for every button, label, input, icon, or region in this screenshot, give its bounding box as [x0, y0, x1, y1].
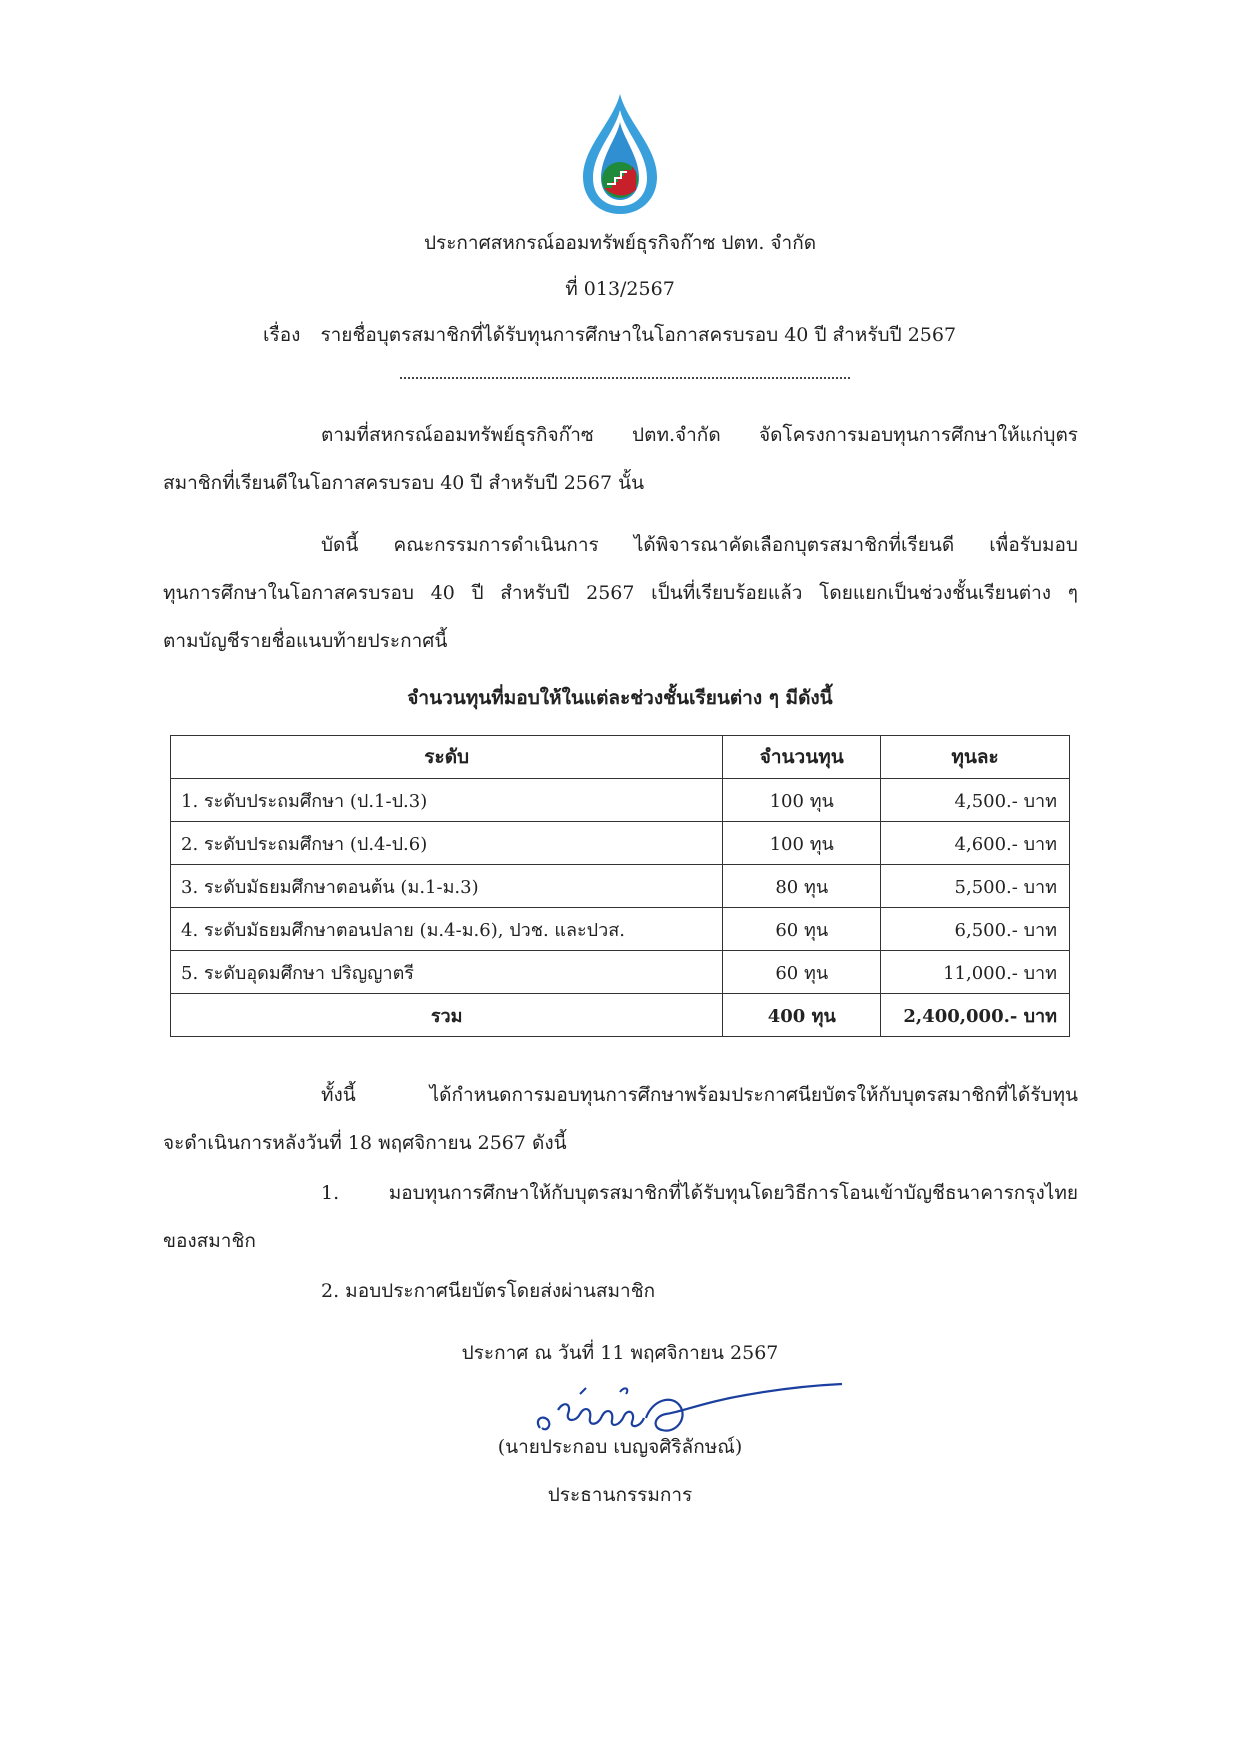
- subject-label: เรื่อง: [263, 324, 301, 346]
- row-count: 80 ทุน: [723, 865, 881, 908]
- row-amount: 4,500.- บาท: [881, 779, 1070, 822]
- table-row: [171, 779, 1070, 822]
- table-row: [171, 822, 1070, 865]
- row-count: 60 ทุน: [723, 951, 881, 994]
- subject-text: รายชื่อบุตรสมาชิกที่ได้รับทุนการศึกษาในโอกาสครบรอบ 40 ปี สำหรับปี 2567: [320, 324, 957, 346]
- row-level: 2. ระดับประถมศึกษา (ป.4-ป.6): [171, 822, 723, 865]
- row-count: 100 ทุน: [723, 779, 881, 822]
- row-count: 100 ทุน: [723, 822, 881, 865]
- row-count: 60 ทุน: [723, 908, 881, 951]
- row-level: 3. ระดับมัธยมศึกษาตอนต้น (ม.1-ม.3): [171, 865, 723, 908]
- row-level: 4. ระดับมัธยมศึกษาตอนปลาย (ม.4-ม.6), ปวช. และปวส.: [171, 908, 723, 951]
- announcement-date: ประกาศ ณ วันที่ 11 พฤศจิกายน 2567: [461, 1342, 779, 1364]
- row-amount: 11,000.- บาท: [881, 951, 1070, 994]
- row-level: 5. ระดับอุดมศึกษา ปริญญาตรี: [171, 951, 723, 994]
- paragraph-2-line-2: ทุนการศึกษาในโอกาสครบรอบ 40 ปี สำหรับปี 2567 เป็นที่เรียบร้อยแล้ว โดยแยกเป็นช่วงชั้นเรียนต่าง ๆ: [163, 582, 1078, 604]
- signer-name: (นายประกอบ เบญจศิริลักษณ์): [497, 1436, 743, 1458]
- table-total-row: [171, 994, 1070, 1037]
- paragraph-1-line-2: สมาชิกที่เรียนดีในโอกาสครบรอบ 40 ปี สำหรับปี 2567 นั้น: [163, 472, 645, 494]
- total-count: 400 ทุน: [723, 994, 881, 1037]
- paragraph-2-line-3: ตามบัญชีรายชื่อแนบท้ายประกาศนี้: [163, 630, 448, 652]
- item-2: 2. มอบประกาศนียบัตรโดยส่งผ่านสมาชิก: [321, 1280, 656, 1302]
- row-amount: 4,600.- บาท: [881, 822, 1070, 865]
- scholarship-table: [170, 735, 1070, 1037]
- header-amount: ทุนละ: [881, 736, 1070, 779]
- paragraph-2-line-1: บัดนี้ คณะกรรมการดำเนินการ ได้พิจารณาคัดเลือกบุตรสมาชิกที่เรียนดี เพื่อรับมอบ: [321, 534, 1078, 556]
- table-header-row: [171, 736, 1070, 779]
- table-heading: จำนวนทุนที่มอบให้ในแต่ละช่วงชั้นเรียนต่าง ๆ มีดังนี้: [407, 687, 833, 709]
- header-count: จำนวนทุน: [723, 736, 881, 779]
- paragraph-3-line-1: ทั้งนี้ ได้กำหนดการมอบทุนการศึกษาพร้อมประกาศนียบัตรให้กับบุตรสมาชิกที่ได้รับทุน: [321, 1084, 1078, 1106]
- announcement-title: ประกาศสหกรณ์ออมทรัพย์ธุรกิจก๊าซ ปตท. จำกัด: [423, 232, 817, 254]
- cooperative-logo: [575, 92, 665, 217]
- item-1-line-2: ของสมาชิก: [163, 1230, 256, 1252]
- subject-line: [263, 320, 956, 350]
- announcement-number: ที่ 013/2567: [565, 278, 675, 300]
- table-row: [171, 908, 1070, 951]
- dotted-divider: [400, 375, 850, 379]
- signer-title: ประธานกรรมการ: [547, 1484, 693, 1506]
- table-row: [171, 951, 1070, 994]
- paragraph-1-line-1: ตามที่สหกรณ์ออมทรัพย์ธุรกิจก๊าซ ปตท.จำกัด จัดโครงการมอบทุนการศึกษาให้แก่บุตร: [321, 424, 1078, 446]
- total-amount: 2,400,000.- บาท: [881, 994, 1070, 1037]
- total-label: รวม: [171, 994, 723, 1037]
- row-amount: 5,500.- บาท: [881, 865, 1070, 908]
- table-row: [171, 865, 1070, 908]
- item-1-line-1: 1. มอบทุนการศึกษาให้กับบุตรสมาชิกที่ได้รับทุนโดยวิธีการโอนเข้าบัญชีธนาคารกรุงไทย: [321, 1182, 1078, 1204]
- row-amount: 6,500.- บาท: [881, 908, 1070, 951]
- header-level: ระดับ: [171, 736, 723, 779]
- row-level: 1. ระดับประถมศึกษา (ป.1-ป.3): [171, 779, 723, 822]
- paragraph-3-line-2: จะดำเนินการหลังวันที่ 18 พฤศจิกายน 2567 ดังนี้: [163, 1132, 567, 1154]
